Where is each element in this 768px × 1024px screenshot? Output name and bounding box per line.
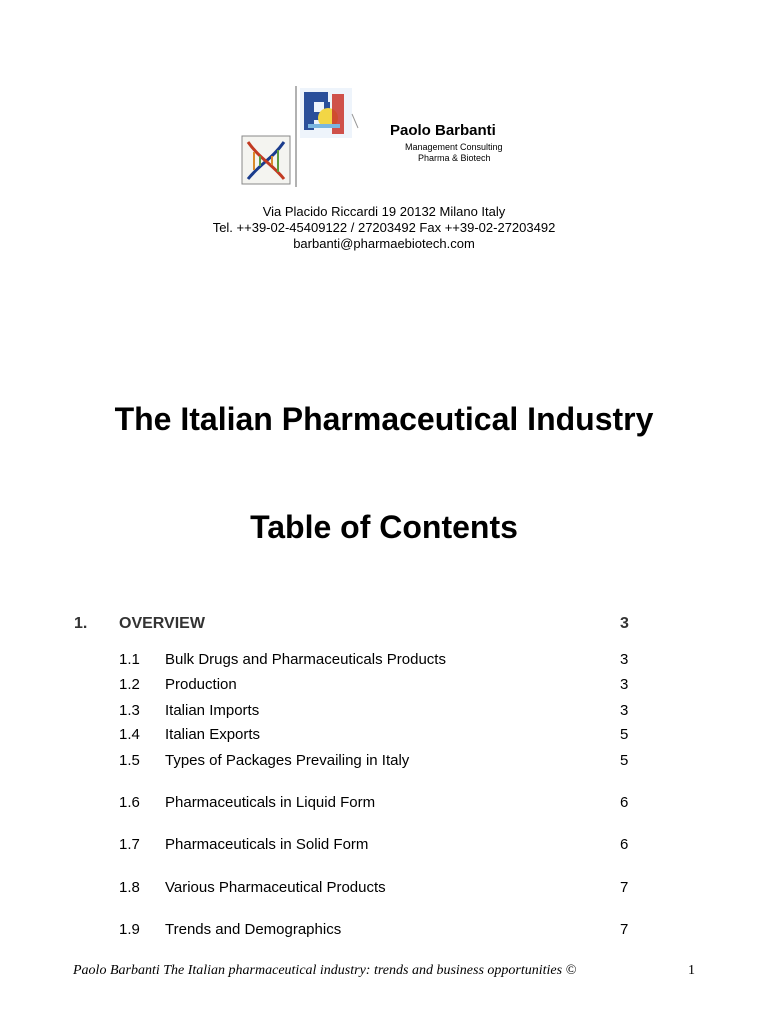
- footer-text: Paolo Barbanti The Italian pharmaceutical industry: trends and business opportunities ©: [73, 963, 577, 978]
- toc-page: 3: [620, 702, 629, 719]
- toc-number: 1.9: [119, 921, 140, 938]
- toc-number: 1.5: [119, 752, 140, 769]
- company-name: Paolo Barbanti: [390, 122, 496, 139]
- toc-entry-1-7[interactable]: [0, 836, 768, 856]
- toc-number: 1.1: [119, 651, 140, 668]
- toc-label: Italian Exports: [165, 726, 261, 743]
- toc-heading: Table of Contents: [250, 509, 518, 545]
- page-footer: [73, 963, 695, 979]
- toc-entry-1-4[interactable]: [0, 726, 768, 746]
- toc-entry-1-6[interactable]: [0, 794, 768, 814]
- toc-entry-1-3[interactable]: [0, 702, 768, 722]
- dna-helix-icon: [242, 136, 290, 184]
- toc-label: Types of Packages Prevailing in Italy: [165, 752, 410, 769]
- document-title: The Italian Pharmaceutical Industry: [114, 401, 654, 437]
- company-tagline-2: Pharma & Biotech: [418, 153, 491, 163]
- toc-page: 5: [620, 726, 629, 743]
- toc-label: Production: [165, 676, 237, 693]
- toc-number: 1.: [74, 615, 88, 632]
- toc-label: OVERVIEW: [119, 615, 205, 632]
- toc-page: 3: [620, 651, 629, 668]
- toc-number: 1.7: [119, 836, 140, 853]
- toc-number: 1.8: [119, 879, 140, 896]
- toc-entry-1[interactable]: [0, 615, 768, 635]
- toc-number: 1.4: [119, 726, 140, 743]
- toc-label: Italian Imports: [165, 702, 260, 719]
- toc-page: 7: [620, 879, 629, 896]
- contact-phone: Tel. ++39-02-45409122 / 27203492 Fax ++39-02-27203492: [212, 220, 556, 235]
- toc-label: Pharmaceuticals in Liquid Form: [165, 794, 376, 811]
- page-number: 1: [688, 963, 695, 978]
- toc-number: 1.2: [119, 676, 140, 693]
- toc-label: Various Pharmaceutical Products: [165, 879, 386, 896]
- toc-entry-1-9[interactable]: [0, 921, 768, 941]
- toc-entry-1-5[interactable]: [0, 752, 768, 772]
- toc-label: Bulk Drugs and Pharmaceuticals Products: [165, 651, 446, 668]
- toc-number: 1.6: [119, 794, 140, 811]
- toc-page: 7: [620, 921, 629, 938]
- toc-page: 5: [620, 752, 629, 769]
- contact-email[interactable]: barbanti@pharmaebiotech.com: [293, 236, 475, 251]
- toc-number: 1.3: [119, 702, 140, 719]
- toc-page: 6: [620, 794, 629, 811]
- toc-entry-1-8[interactable]: [0, 879, 768, 899]
- toc-label: Trends and Demographics: [165, 921, 342, 938]
- toc-page: 3: [620, 615, 629, 632]
- company-tagline-1: Management Consulting: [405, 142, 503, 152]
- toc-page: 6: [620, 836, 629, 853]
- toc-label: Pharmaceuticals in Solid Form: [165, 836, 369, 853]
- contact-address: Via Placido Riccardi 19 20132 Milano Italy: [262, 204, 506, 219]
- toc-entry-1-1[interactable]: [0, 651, 768, 671]
- toc-page: 3: [620, 676, 629, 693]
- logo-mark-icon: [300, 88, 352, 138]
- toc-entry-1-2[interactable]: [0, 676, 768, 696]
